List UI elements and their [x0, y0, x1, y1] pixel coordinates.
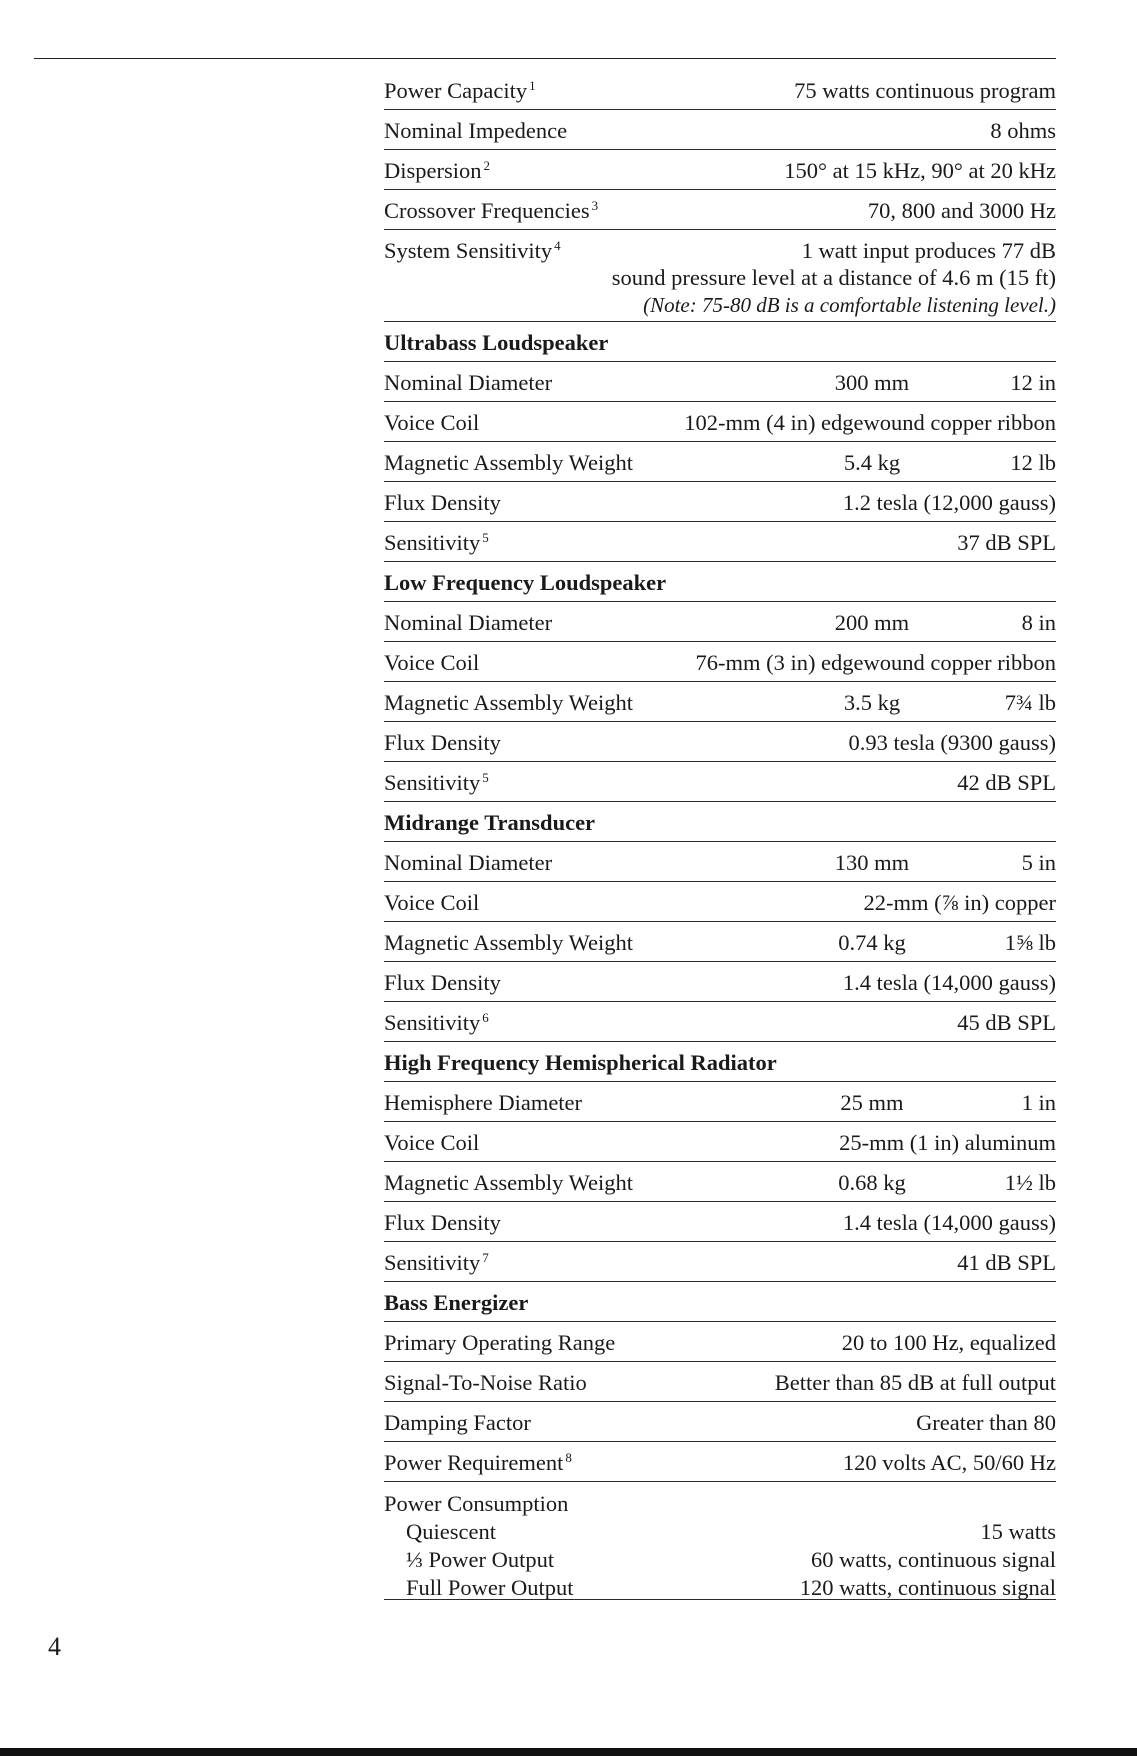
spec-row-sensitivity: [384, 762, 1056, 802]
spec-value: 42 dB SPL: [957, 770, 1056, 795]
spec-value: 20 to 100 Hz, equalized: [841, 1330, 1056, 1355]
spec-note: (Note: 75-80 dB is a comfortable listening level.): [643, 293, 1056, 317]
spec-value: 102-mm (4 in) edgewound copper ribbon: [684, 410, 1056, 435]
footnote-ref: 2: [483, 158, 490, 173]
spec-label: Signal-To-Noise Ratio: [384, 1370, 587, 1395]
spec-label: Nominal Diameter: [384, 850, 553, 875]
spec-row-sensitivity: [384, 1242, 1056, 1282]
spec-row-voice-coil: [384, 402, 1056, 442]
spec-label: Primary Operating Range: [384, 1330, 616, 1355]
spec-row-crossover-frequencies: [384, 190, 1056, 230]
footnote-ref: 1: [529, 78, 536, 93]
spec-label: Flux Density: [384, 730, 501, 755]
spec-sub-label: Quiescent: [406, 1519, 496, 1544]
spec-row-sensitivity: [384, 1002, 1056, 1042]
section-title: Ultrabass Loudspeaker: [384, 330, 609, 355]
spec-label: Voice Coil: [384, 890, 480, 915]
spec-value: 45 dB SPL: [957, 1010, 1056, 1035]
footnote-ref: 5: [482, 530, 489, 545]
section-heading-midrange: [384, 802, 1056, 842]
spec-sub-label: ⅓ Power Output: [406, 1547, 555, 1572]
spec-row-operating-range: [384, 1322, 1056, 1362]
spec-value: 75 watts continuous program: [794, 78, 1056, 103]
spec-row-signal-to-noise: [384, 1362, 1056, 1402]
spec-label: Voice Coil: [384, 650, 480, 675]
spec-row-power-consumption: [384, 1482, 1056, 1600]
spec-value: 120 watts, continuous signal: [799, 1575, 1056, 1600]
spec-label: Flux Density: [384, 490, 501, 515]
section-title: Low Frequency Loudspeaker: [384, 570, 667, 595]
spec-label: System Sensitivity: [384, 238, 553, 263]
spec-label: Power Capacity: [384, 78, 528, 103]
spec-label: Sensitivity: [384, 1010, 481, 1035]
spec-row-dispersion: [384, 150, 1056, 190]
spec-value: 1.4 tesla (14,000 gauss): [842, 970, 1056, 995]
imperial-value: 12 lb: [1010, 450, 1056, 475]
spec-value: 60 watts, continuous signal: [811, 1547, 1056, 1572]
spec-row-magnetic-weight: [384, 442, 1056, 482]
metric-value: 200 mm: [834, 610, 910, 635]
spec-row-magnetic-weight: [384, 1162, 1056, 1202]
spec-row-nominal-diameter: [384, 602, 1056, 642]
spec-row-flux-density: [384, 962, 1056, 1002]
bottom-edge-bar: [0, 1748, 1137, 1756]
spec-row-nominal-diameter: [384, 362, 1056, 402]
spec-label: Sensitivity: [384, 1250, 481, 1275]
spec-value: 41 dB SPL: [957, 1250, 1056, 1275]
metric-value: 3.5 kg: [843, 690, 901, 715]
spec-value: Greater than 80: [916, 1410, 1056, 1435]
spec-label: Voice Coil: [384, 410, 480, 435]
spec-row-magnetic-weight: [384, 922, 1056, 962]
spec-value: 1 watt input produces 77 dB: [801, 238, 1056, 263]
spec-label: Sensitivity: [384, 770, 481, 795]
metric-value: 25 mm: [840, 1090, 904, 1115]
spec-label: Damping Factor: [384, 1410, 531, 1435]
spec-row-voice-coil: [384, 642, 1056, 682]
spec-label: Voice Coil: [384, 1130, 480, 1155]
spec-label: Magnetic Assembly Weight: [384, 930, 633, 955]
imperial-value: 8 in: [1021, 610, 1056, 635]
spec-row-system-sensitivity: [384, 230, 1056, 322]
top-rule: [34, 58, 1056, 59]
spec-row-voice-coil: [384, 1122, 1056, 1162]
spec-value: 150° at 15 kHz, 90° at 20 kHz: [784, 158, 1056, 183]
metric-value: 300 mm: [834, 370, 910, 395]
page-number: 4: [48, 1632, 61, 1661]
spec-value: Better than 85 dB at full output: [774, 1370, 1056, 1395]
metric-value: 5.4 kg: [843, 450, 901, 475]
spec-row-flux-density: [384, 482, 1056, 522]
spec-label: Flux Density: [384, 970, 501, 995]
spec-value: 76-mm (3 in) edgewound copper ribbon: [695, 650, 1056, 675]
consumption-quiescent: [384, 1518, 1056, 1546]
spec-row-voice-coil: [384, 882, 1056, 922]
spec-label: Magnetic Assembly Weight: [384, 450, 633, 475]
spec-value: 70, 800 and 3000 Hz: [867, 198, 1056, 223]
spec-label: Nominal Diameter: [384, 610, 553, 635]
spec-label: Hemisphere Diameter: [384, 1090, 583, 1115]
spec-row-sensitivity: [384, 522, 1056, 562]
spec-row-flux-density: [384, 1202, 1056, 1242]
spec-label: Sensitivity: [384, 530, 481, 555]
imperial-value: 1⅝ lb: [1004, 930, 1056, 955]
section-heading-ultrabass: [384, 322, 1056, 362]
spec-row-damping-factor: [384, 1402, 1056, 1442]
spec-value: 1.4 tesla (14,000 gauss): [842, 1210, 1056, 1235]
spec-value: 0.93 tesla (9300 gauss): [848, 730, 1056, 755]
spec-label: Nominal Diameter: [384, 370, 553, 395]
spec-value: 1.2 tesla (12,000 gauss): [842, 490, 1056, 515]
spec-label: Power Consumption: [384, 1491, 569, 1516]
section-title: High Frequency Hemispherical Radiator: [384, 1050, 777, 1075]
section-title: Bass Energizer: [384, 1290, 529, 1315]
section-heading-bass-energizer: [384, 1282, 1056, 1322]
footnote-ref: 6: [482, 1010, 489, 1025]
spec-label: Flux Density: [384, 1210, 501, 1235]
spec-value: 22-mm (⅞ in) copper: [863, 890, 1056, 915]
spec-sub-label: Full Power Output: [406, 1575, 574, 1600]
spec-row-power-capacity: [384, 70, 1056, 110]
imperial-value: 5 in: [1021, 850, 1056, 875]
imperial-value: 1½ lb: [1004, 1170, 1056, 1195]
spec-row-flux-density: [384, 722, 1056, 762]
spec-label: Crossover Frequencies: [384, 198, 590, 223]
spec-value: 15 watts: [980, 1519, 1056, 1544]
metric-value: 0.74 kg: [838, 930, 906, 955]
spec-label: Magnetic Assembly Weight: [384, 1170, 633, 1195]
spec-label: Dispersion: [384, 158, 482, 183]
imperial-value: 7¾ lb: [1004, 690, 1056, 715]
spec-label: Power Requirement: [384, 1450, 564, 1475]
footnote-ref: 4: [554, 238, 561, 253]
spec-row-nominal-impedence: [384, 110, 1056, 150]
imperial-value: 12 in: [1010, 370, 1056, 395]
section-heading-high-frequency: [384, 1042, 1056, 1082]
metric-value: 0.68 kg: [838, 1170, 906, 1195]
spec-row-nominal-diameter: [384, 842, 1056, 882]
footnote-ref: 3: [591, 198, 599, 213]
spec-label: Nominal Impedence: [384, 118, 568, 143]
section-heading-low-frequency: [384, 562, 1056, 602]
footnote-ref: 7: [482, 1250, 489, 1265]
spec-value: 8 ohms: [990, 118, 1056, 143]
consumption-full-power: [384, 1574, 1056, 1602]
spec-table: [384, 70, 1056, 1600]
spec-row-power-requirement: [384, 1442, 1056, 1482]
imperial-value: 1 in: [1021, 1090, 1056, 1115]
footnote-ref: 5: [482, 770, 489, 785]
spec-value: 37 dB SPL: [957, 530, 1056, 555]
spec-value: 120 volts AC, 50/60 Hz: [842, 1450, 1056, 1475]
spec-label: Magnetic Assembly Weight: [384, 690, 633, 715]
section-title: Midrange Transducer: [384, 810, 596, 835]
footnote-ref: 8: [565, 1450, 572, 1465]
metric-value: 130 mm: [834, 850, 910, 875]
spec-value-continued: sound pressure level at a distance of 4.6 m (15 ft): [611, 265, 1056, 290]
spec-row-magnetic-weight: [384, 682, 1056, 722]
consumption-third-power: [384, 1546, 1056, 1574]
spec-value: 25-mm (1 in) aluminum: [839, 1130, 1056, 1155]
spec-row-hemisphere-diameter: [384, 1082, 1056, 1122]
